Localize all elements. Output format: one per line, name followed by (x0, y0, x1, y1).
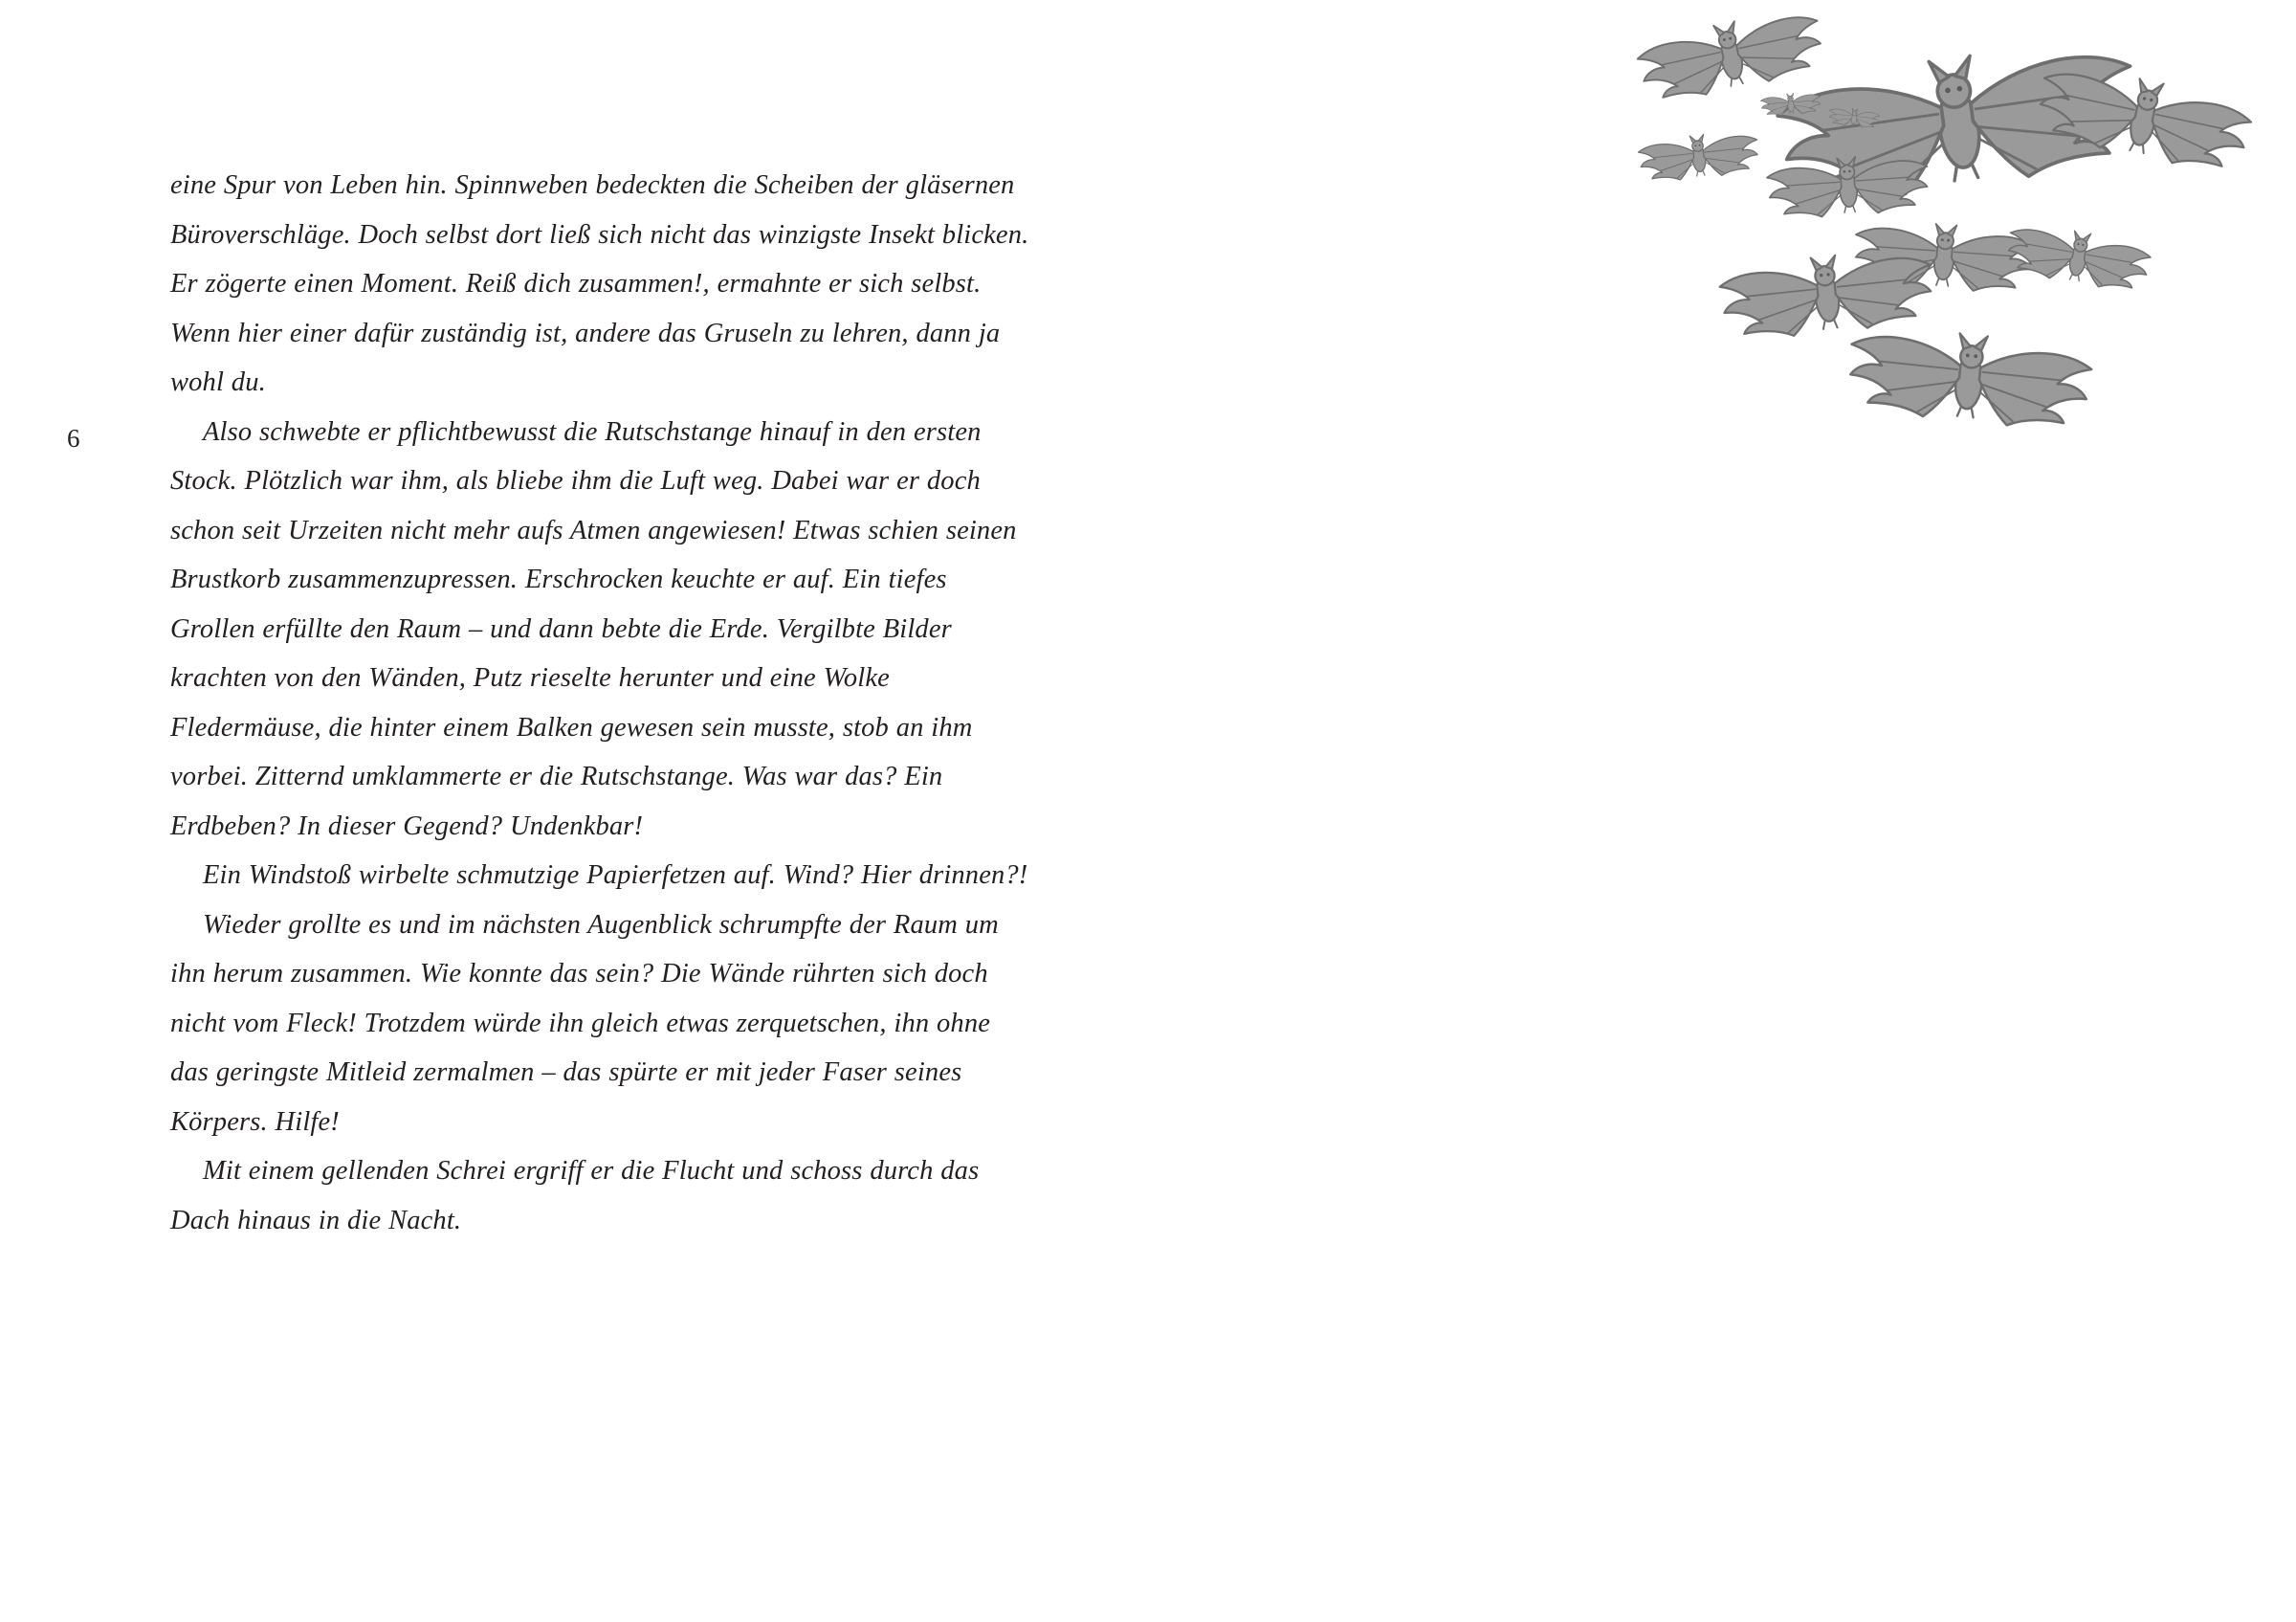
bat-swarm-illustration (1607, 0, 2296, 670)
paragraph: Also schwebte er pflichtbewusst die Rutschstange hinauf in den ersten Stock. Plötzlich war ihm, als bliebe ihm die Luft weg. Dabei war er doch schon seit Urzeiten nicht mehr aufs Atmen angewiesen! Etwas schien seinen Brustkorb zusammenzupressen. Erschrocken keuchte er auf. Ein tiefes Grollen erfüllte den Raum – und dann bebte die Erde. Vergilbte Bilder krachten von den Wänden, Putz rieselte herunter und eine Wolke Fledermäuse, die hinter einem Balken gewesen sein musste, stob an ihm vorbei. Zitternd umklammerte er die Rutschstange. Was war das? Ein Erdbeben? In dieser Gegend? Undenkbar! (170, 416, 1017, 841)
page-number: 6 (67, 424, 80, 453)
paragraph: Wieder grollte es und im nächsten Augenblick schrumpfte der Raum um ihn herum zusammen. Wie konnte das sein? Die Wände rührten sich doch nicht vom Fleck! Trotzdem würde ihn gleich etwas zerquetschen, ihn ohne das geringste Mitleid zermalmen – das spürte er mit jeder Faser seines Körpers. Hilfe! (170, 909, 999, 1137)
body-text-column (170, 161, 1031, 1245)
paragraph: Ein Windstoß wirbelte schmutzige Papierfetzen auf. Wind? Hier drinnen?! (203, 860, 1028, 890)
paragraph: eine Spur von Leben hin. Spinnweben bedeckten die Scheiben der gläsernen Büroverschläge. Doch selbst dort ließ sich nicht das winzigste Insekt blicken. Er zögerte einen Moment. Reiß dich zusammen!, ermahnte er sich selbst. Wenn hier einer dafür zuständig ist, andere das Gruseln zu lehren, dann ja wohl du. (170, 170, 1029, 397)
paragraph: Mit einem gellenden Schrei ergriff er die Flucht und schoss durch das Dach hinaus in die Nacht. (170, 1156, 980, 1235)
